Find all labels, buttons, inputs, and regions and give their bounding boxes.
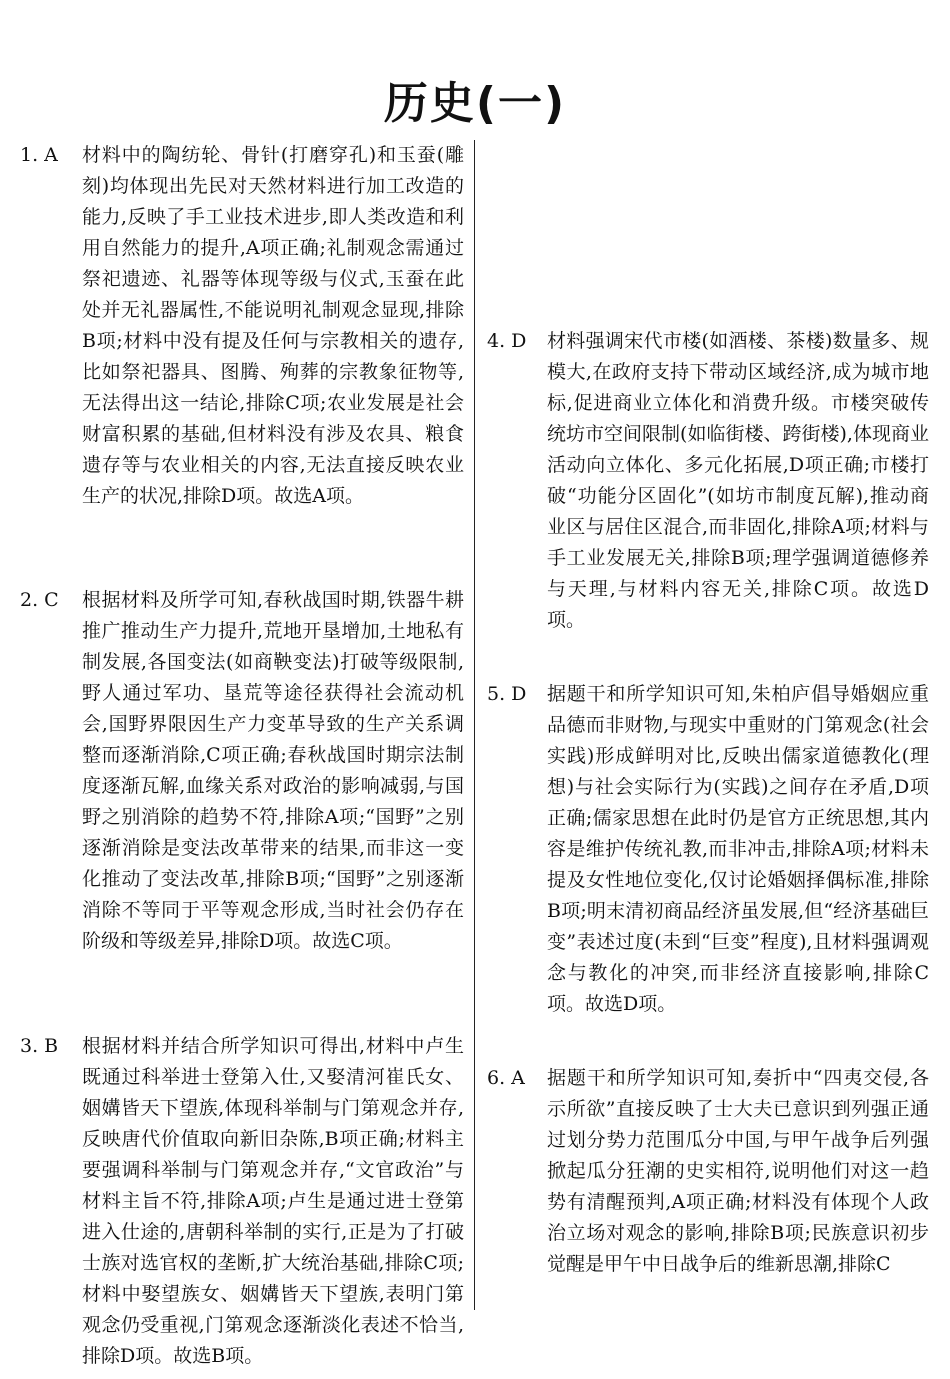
answer-item-1 bbox=[20, 140, 466, 574]
answer-explanation: 根据材料及所学可知,春秋战国时期,铁器牛耕推广推动生产力提升,荒地开垦增加,土地私有制发展,各国变法(如商鞅变法)打破等级限制,野人通过军功、垦荒等途径获得社会流动机会,国野界限因生产力变革导致的生产关系调整而逐渐消除,C项正确;春秋战国时期宗法制度逐渐瓦解,血缘关系对政治的影响减弱,与国野之别消除的趋势不符,排除A项;“国野”之别逐渐消除是变法改革带来的结果,而非这一变化推动了变法改革,排除B项;“国野”之别逐渐消除不等同于平等观念形成,当时社会仍存在阶级和等级差异,排除D项。故选C项。 bbox=[82, 589, 464, 952]
answer-item-5 bbox=[487, 679, 932, 1051]
answer-number: 6. A bbox=[487, 1067, 525, 1089]
answer-item-6 bbox=[487, 1063, 932, 1313]
answer-number: 1. A bbox=[20, 144, 58, 166]
answer-number: 4. D bbox=[487, 330, 527, 352]
answer-explanation: 材料强调宋代市楼(如酒楼、茶楼)数量多、规模大,在政府支持下带动区域经济,成为城市地标,促进商业立体化和消费升级。市楼突破传统坊市空间限制(如临街楼、跨街楼),体现商业活动向立体化、多元化拓展,D项正确;市楼打破“功能分区固化”(如坊市制度瓦解),推动商业区与居住区混合,而非固化,排除A项;材料与手工业发展无关,排除B项;理学强调道德修养与天理,与材料内容无关,排除C项。故选D项。 bbox=[547, 330, 929, 631]
answer-explanation: 据题干和所学知识可知,奏折中“四夷交侵,各示所欲”直接反映了士大夫已意识到列强正通过划分势力范围瓜分中国,与甲午战争后列强掀起瓜分狂潮的史实相符,说明他们对这一趋势有清醒预判,A项正确;材料没有体现个人政治立场对观念的影响,排除B项;民族意识初步觉醒是甲午中日战争后的维新思潮,排除C bbox=[547, 1067, 929, 1275]
answer-explanation: 材料中的陶纺轮、骨针(打磨穿孔)和玉蚕(雕刻)均体现出先民对天然材料进行加工改造的能力,反映了手工业技术进步,即人类改造和利用自然能力的提升,A项正确;礼制观念需通过祭祀遗迹、礼器等体现等级与仪式,玉蚕在此处并无礼器属性,不能说明礼制观念显现,排除B项;材料中没有提及任何与宗教相关的遗存,比如祭祀器具、图腾、殉葬的宗教象征物等,无法得出这一结论,排除C项;农业发展是社会财富积累的基础,但材料没有涉及农具、粮食遗存等与农业相关的内容,无法直接反映农业生产的状况,排除D项。故选A项。 bbox=[82, 144, 464, 507]
answer-item-2 bbox=[20, 585, 466, 1019]
answer-number: 3. B bbox=[20, 1035, 59, 1057]
answer-explanation: 根据材料并结合所学知识可得出,材料中卢生既通过科举进士登第入仕,又娶清河崔氏女、姻媾皆天下望族,体现科举制与门第观念并存,反映唐代价值取向新旧杂陈,B项正确;材料主要强调科举制与门第观念并存,“文官政治”与材料主旨不符,排除A项;卢生是通过进士登第进入仕途的,唐朝科举制的实行,正是为了打破士族对选官权的垄断,扩大统治基础,排除C项;材料中娶望族女、姻媾皆天下望族,表明门第观念仍受重视,门第观念逐渐淡化表述不恰当,排除D项。故选B项。 bbox=[82, 1035, 464, 1367]
page-title: 历史(一) bbox=[383, 78, 567, 129]
answer-number: 5. D bbox=[487, 683, 527, 705]
answer-item-3 bbox=[20, 1031, 466, 1367]
answer-explanation: 据题干和所学知识可知,朱柏庐倡导婚姻应重品德而非财物,与现实中重财的门第观念(社会实践)形成鲜明对比,反映出儒家道德教化(理想)与社会实际行为(实践)之间存在矛盾,D项正确;儒家思想在此时仍是官方正统思想,其内容是维护传统礼教,而非冲击,排除A项;材料未提及女性地位变化,仅讨论婚姻择偶标准,排除B项;明末清初商品经济虽发展,但“经济基础巨变”表述过度(未到“巨变”程度),且材料强调观念与教化的冲突,而非经济直接影响,排除C项。故选D项。 bbox=[547, 683, 929, 1015]
answer-item-4 bbox=[487, 326, 932, 668]
column-divider bbox=[474, 140, 475, 1310]
answer-number: 2. C bbox=[20, 589, 59, 611]
